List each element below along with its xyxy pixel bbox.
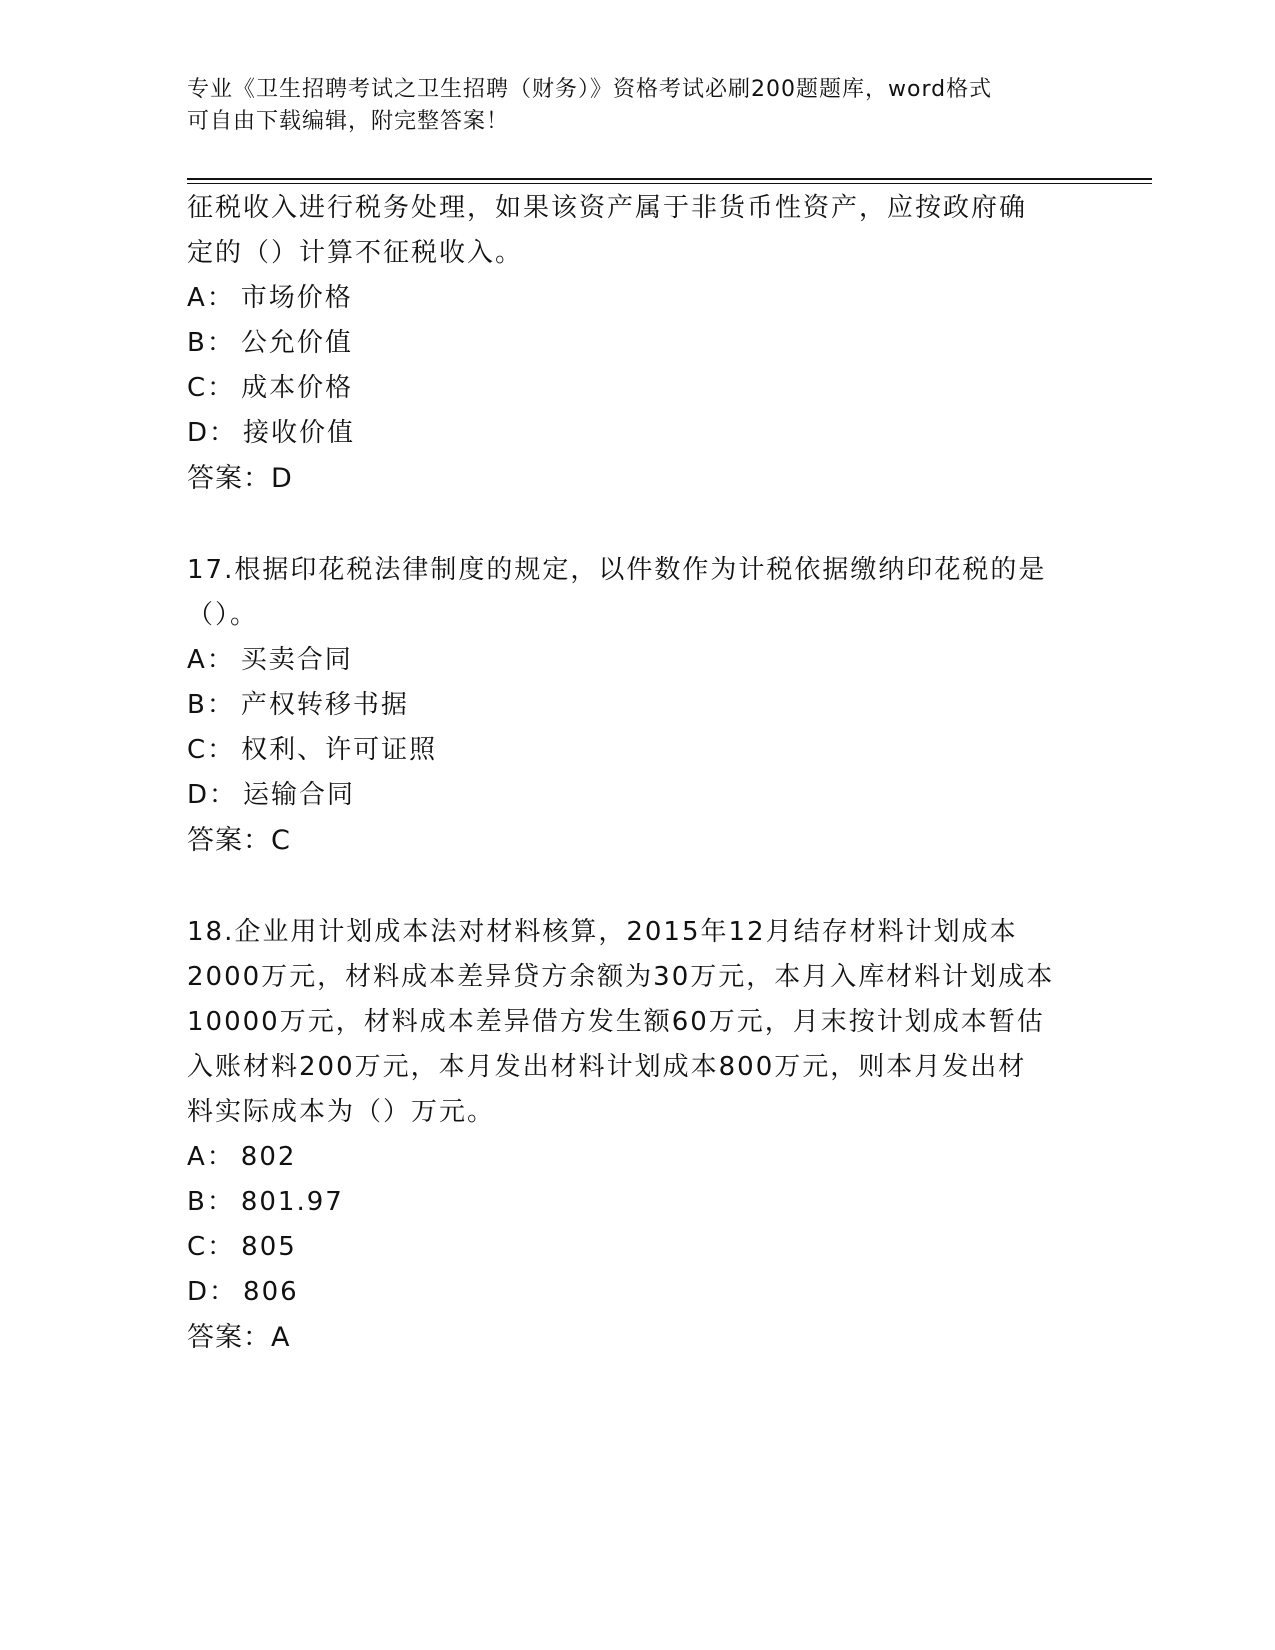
question-17-option-a: A： 买卖合同: [187, 645, 353, 675]
question-18-text-line: 入账材料200万元，本月发出材料计划成本800万元，则本月发出材: [187, 1052, 1027, 1082]
question-18-option-a: A： 802: [187, 1142, 297, 1172]
question-list: [187, 186, 1087, 1360]
question-16-answer: 答案：D: [187, 463, 293, 494]
question-18-option-b: B： 801.97: [187, 1187, 344, 1217]
question-18-text-line: 10000万元，材料成本差异借方发生额60万元，月末按计划成本暂估: [187, 1007, 1045, 1037]
question-18-option-d: D： 806: [187, 1277, 299, 1307]
question-16-text-line: 定的（）计算不征税收入。: [187, 238, 524, 268]
question-17-option-b: B： 产权转移书据: [187, 690, 409, 720]
question-spacer: [187, 863, 1087, 910]
header-line-2: 可自由下载编辑，附完整答案！: [187, 109, 510, 134]
header-line-1: 专业《卫生招聘考试之卫生招聘（财务）》资格考试必刷200题题库，word格式: [187, 77, 993, 102]
question-18-text-line: 料实际成本为（）万元。: [187, 1097, 496, 1127]
question-spacer: [187, 501, 1087, 548]
question-17-option-c: C： 权利、许可证照: [187, 735, 438, 765]
question-16-text-line: 征税收入进行税务处理，如果该资产属于非货币性资产，应按政府确: [187, 193, 1028, 223]
question-17-block: [187, 548, 1087, 863]
question-16-block: [187, 186, 1087, 501]
question-16-option-b: B： 公允价值: [187, 328, 353, 358]
header-divider-thick: [187, 178, 1152, 180]
question-18-text-line: 2000万元，材料成本差异贷方余额为30万元，本月入库材料计划成本: [187, 962, 1055, 992]
question-17-option-d: D： 运输合同: [187, 780, 356, 810]
question-18-text-line: 18.企业用计划成本法对材料核算，2015年12月结存材料计划成本: [187, 917, 1018, 947]
question-17-text-line: 17.根据印花税法律制度的规定，以件数作为计税依据缴纳印花税的是: [187, 555, 1047, 585]
question-18-answer: 答案：A: [187, 1322, 291, 1353]
question-16-option-c: C： 成本价格: [187, 373, 354, 403]
header-divider-thin: [187, 183, 1152, 184]
question-18-option-c: C： 805: [187, 1232, 297, 1262]
question-18-block: [187, 910, 1087, 1360]
question-17-answer: 答案：C: [187, 825, 291, 856]
document-header: [187, 74, 1087, 138]
question-17-text-line: （）。: [187, 600, 259, 630]
question-16-option-d: D： 接收价值: [187, 418, 356, 448]
question-16-option-a: A： 市场价格: [187, 283, 353, 313]
